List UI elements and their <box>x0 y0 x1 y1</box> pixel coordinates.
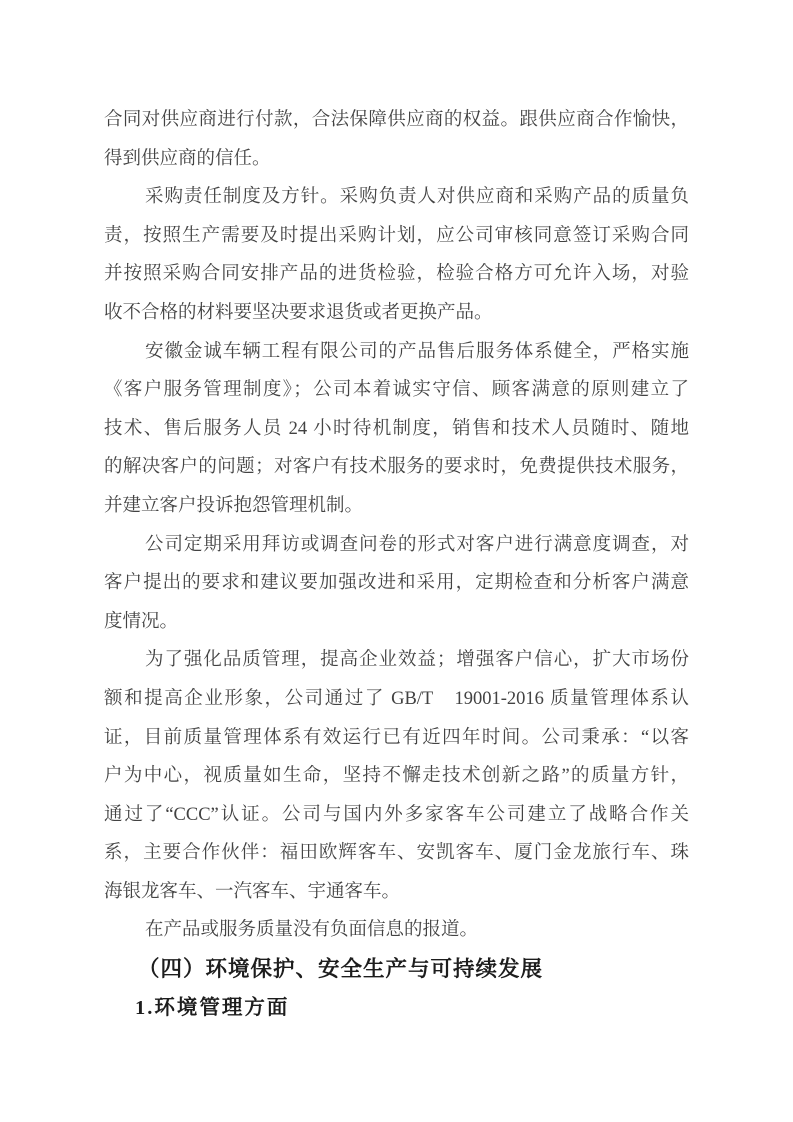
paragraph-line: 的解决客户的问题；对客户有技术服务的要求时，免费提供技术服务， <box>104 457 689 478</box>
paragraph-line: 海银龙客车、一汽客车、宇通客车。 <box>104 881 401 902</box>
paragraph-line: 并建立客户投诉抱怨管理机制。 <box>104 495 364 516</box>
document-body <box>104 101 689 1027</box>
section-heading-environment-safety: （四）环境保护、安全生产与可持续发展 <box>138 957 544 982</box>
paragraph-line: 并按照采购合同安排产品的进货检验，检验合格方可允许入场，对验 <box>104 264 689 285</box>
paragraph-line: 采购责任制度及方针。采购负责人对供应商和采购产品的质量负 <box>145 187 689 208</box>
paragraph-line: 系，主要合作伙伴：福田欧辉客车、安凯客车、厦门金龙旅行车、珠 <box>104 843 689 864</box>
paragraph-line: 额和提高企业形象，公司通过了 GB/T 19001-2016 质量管理体系认 <box>104 688 689 709</box>
paragraph-line: 《客户服务管理制度》；公司本着诚实守信、顾客满意的原则建立了 <box>104 380 689 401</box>
paragraph-line: 得到供应商的信任。 <box>104 148 271 169</box>
subsection-heading-environment-management: 1.环境管理方面 <box>135 996 290 1019</box>
paragraph-line: 技术、售后服务人员 24 小时待机制度，销售和技术人员随时、随地 <box>104 418 689 439</box>
paragraph-line: 公司定期采用拜访或调查问卷的形式对客户进行满意度调查，对 <box>145 534 689 555</box>
paragraph-line: 在产品或服务质量没有负面信息的报道。 <box>145 920 479 941</box>
paragraph-line: 为了强化品质管理，提高企业效益；增强客户信心，扩大市场份 <box>145 650 689 671</box>
paragraph-line: 通过了“CCC”认证。公司与国内外多家客车公司建立了战略合作关 <box>104 804 689 825</box>
paragraph-line: 合同对供应商进行付款，合法保障供应商的权益。跟供应商合作愉快， <box>104 110 689 130</box>
paragraph-line: 户为中心，视质量如生命，坚持不懈走技术创新之路”的质量方针， <box>104 766 689 787</box>
paragraph-line: 收不合格的材料要坚决要求退货或者更换产品。 <box>104 302 493 323</box>
paragraph-line: 客户提出的要求和建议要加强改进和采用，定期检查和分析客户满意 <box>104 573 689 594</box>
paragraph-line: 安徽金诚车辆工程有限公司的产品售后服务体系健全，严格实施 <box>145 341 689 362</box>
paragraph-line: 责，按照生产需要及时提出采购计划，应公司审核同意签订采购合同 <box>104 225 689 246</box>
paragraph-line: 度情况。 <box>104 611 179 632</box>
paragraph-line: 证，目前质量管理体系有效运行已有近四年时间。公司秉承：“以客 <box>104 727 689 748</box>
